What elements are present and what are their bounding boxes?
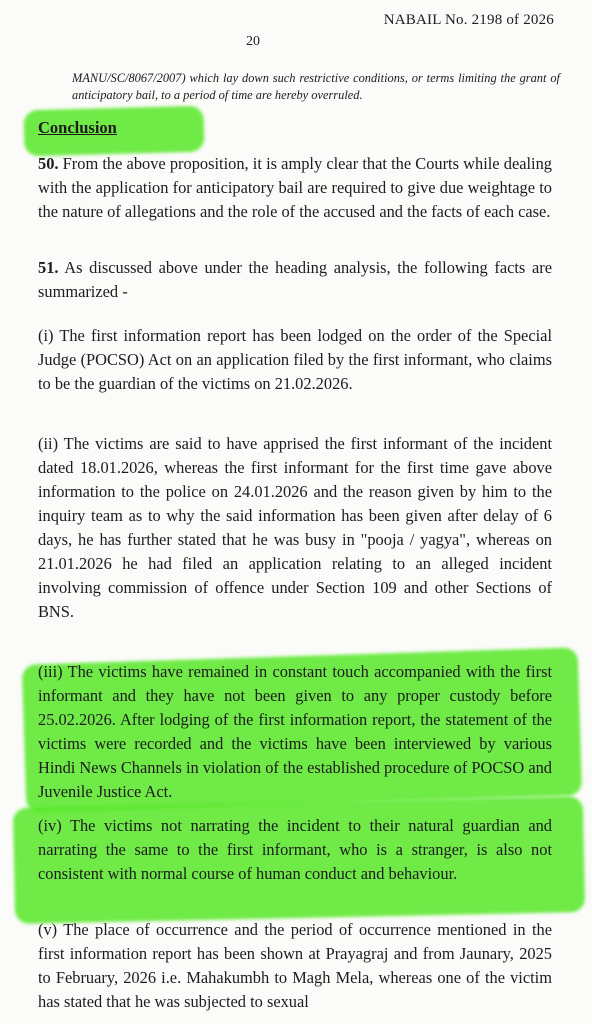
fact-item-iv: (iv) The victims not narrating the incident to their natural guardian and narrating the same to the first informant, who is a stranger, is also not consistent with normal course of human conduct and behaviour. [38, 816, 552, 883]
fact-item-ii: (ii) The victims are said to have apprised the first informant of the incident dated 18.01.2026, whereas the first informant for the first time gave above information to the police on 24.01.2026 and the reason given by him to the inquiry team as to why the said information has been given after delay of 6 days, he has further stated that he was busy in "pooja / yagya", whereas on 21.01.2026 he had filed an application relating to an alleged incident involving commission of offence under Section 109 and other Sections of BNS. [38, 434, 552, 621]
paragraph-51 [38, 256, 552, 304]
paragraph-number: 50. [38, 154, 59, 173]
page-number: 20 [246, 34, 260, 49]
fact-item-i: (i) The first information report has been lodged on the order of the Special Judge (POCSO) Act on an application filed by the first informant, who claims to be the guardian of the victims on 21.02.2026. [38, 326, 552, 393]
fact-item-iii: (iii) The victims have remained in constant touch accompanied with the first informant and they have not been given to any proper custody before 25.02.2026. After lodging of the first information report, the statement of the victims were recorded and the victims have been interviewed by various Hindi News Channels in violation of the established procedure of POCSO and Juvenile Justice Act. [38, 662, 552, 801]
case-number: NABAIL No. 2198 of 2026 [383, 12, 554, 28]
citation-continuation: MANU/SC/8067/2007) which lay down such restrictive conditions, or terms limiting the grant of anticipatory bail, to a period of time are hereby overruled. [72, 71, 560, 102]
paragraph-50 [38, 152, 552, 224]
fact-item-v: (v) The place of occurrence and the period of occurrence mentioned in the first information report has been shown at Prayagraj and from Jaunary, 2025 to February, 2026 i.e. Mahakumbh to Magh Mela, whereas one of the victim has stated that he was subjected to sexual [38, 920, 552, 1011]
section-heading: Conclusion [38, 118, 117, 137]
paragraph-text: From the above proposition, it is amply clear that the Courts while dealing with the application for anticipatory bail are required to give due weightage to the nature of allegations and the role of the accused and the facts of each case. [38, 154, 552, 221]
paragraph-number: 51. [38, 258, 59, 277]
paragraph-text: As discussed above under the heading analysis, the following facts are summarized - [38, 258, 552, 301]
